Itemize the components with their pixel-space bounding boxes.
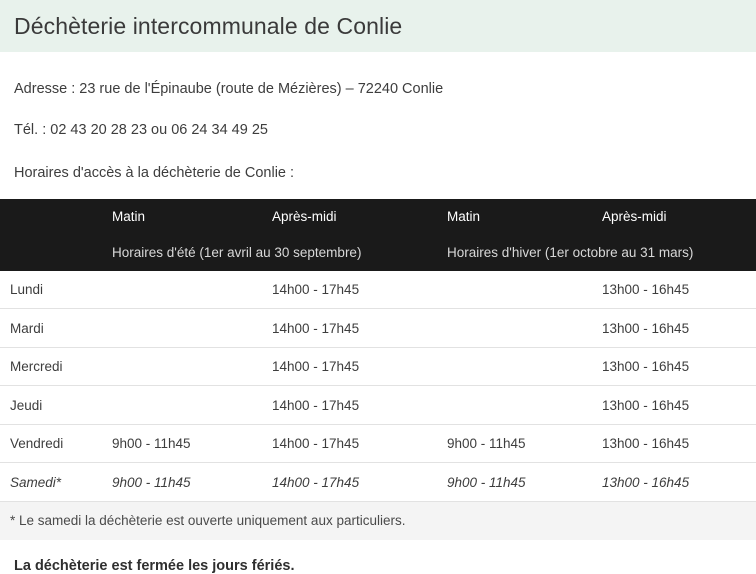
cell-summer-afternoon: 14h00 - 17h45 (272, 271, 447, 309)
table-row (0, 347, 756, 386)
table-footnote: * Le samedi la déchèterie est ouverte uniquement aux particuliers. (0, 501, 756, 540)
cell-day: Samedi* (0, 463, 110, 502)
cell-winter-afternoon: 13h00 - 16h45 (602, 463, 756, 502)
table-row (0, 386, 756, 425)
hours-intro-text: Horaires d'accès à la déchèterie de Conlie : (14, 164, 295, 181)
opening-hours-table (0, 199, 756, 540)
column-header-winter-afternoon: Après-midi (602, 199, 756, 235)
cell-day: Vendredi (0, 424, 110, 463)
cell-winter-morning: 9h00 - 11h45 (447, 463, 602, 502)
cell-summer-afternoon: 14h00 - 17h45 (272, 386, 447, 425)
column-header-day (0, 199, 110, 235)
season-label-empty (0, 235, 110, 271)
table-season-row (0, 235, 756, 271)
cell-summer-morning: 9h00 - 11h45 (110, 424, 272, 463)
cell-day: Lundi (0, 271, 110, 309)
cell-summer-afternoon: 14h00 - 17h45 (272, 347, 447, 386)
address-text: Adresse : 23 rue de l'Épinaube (route de Mézières) – 72240 Conlie (14, 81, 444, 97)
column-header-summer-afternoon: Après-midi (272, 199, 447, 235)
column-header-winter-morning: Matin (447, 199, 602, 235)
cell-summer-afternoon: 14h00 - 17h45 (272, 309, 447, 348)
cell-summer-morning (110, 386, 272, 425)
cell-summer-morning (110, 309, 272, 348)
season-label-summer: Horaires d'été (1er avril au 30 septembre) (110, 235, 447, 271)
season-label-winter: Horaires d'hiver (1er octobre au 31 mars) (447, 235, 756, 271)
phone-text: Tél. : 02 43 20 28 23 ou 06 24 34 49 25 (14, 122, 268, 139)
cell-day: Jeudi (0, 386, 110, 425)
table-row (0, 463, 756, 502)
info-block (0, 52, 756, 183)
cell-winter-morning: 9h00 - 11h45 (447, 424, 602, 463)
cell-summer-morning: 9h00 - 11h45 (110, 463, 272, 502)
table-note-row (0, 501, 756, 540)
cell-winter-morning (447, 386, 602, 425)
cell-summer-afternoon: 14h00 - 17h45 (272, 424, 447, 463)
page-title: Déchèterie intercommunale de Conlie (14, 12, 403, 39)
table-row (0, 309, 756, 348)
cell-winter-morning (447, 271, 602, 309)
title-banner (0, 0, 756, 52)
cell-day: Mardi (0, 309, 110, 348)
cell-winter-afternoon: 13h00 - 16h45 (602, 309, 756, 348)
cell-winter-morning (447, 309, 602, 348)
cell-winter-afternoon: 13h00 - 16h45 (602, 386, 756, 425)
cell-winter-morning (447, 347, 602, 386)
cell-summer-morning (110, 271, 272, 309)
table-header-row (0, 199, 756, 235)
table-row (0, 271, 756, 309)
cell-summer-morning (110, 347, 272, 386)
cell-winter-afternoon: 13h00 - 16h45 (602, 271, 756, 309)
column-header-summer-morning: Matin (110, 199, 272, 235)
cell-day: Mercredi (0, 347, 110, 386)
closed-notice: La déchèterie est fermée les jours fériés. (14, 557, 295, 574)
table-row (0, 424, 756, 463)
cell-winter-afternoon: 13h00 - 16h45 (602, 424, 756, 463)
cell-winter-afternoon: 13h00 - 16h45 (602, 347, 756, 386)
cell-summer-afternoon: 14h00 - 17h45 (272, 463, 447, 502)
